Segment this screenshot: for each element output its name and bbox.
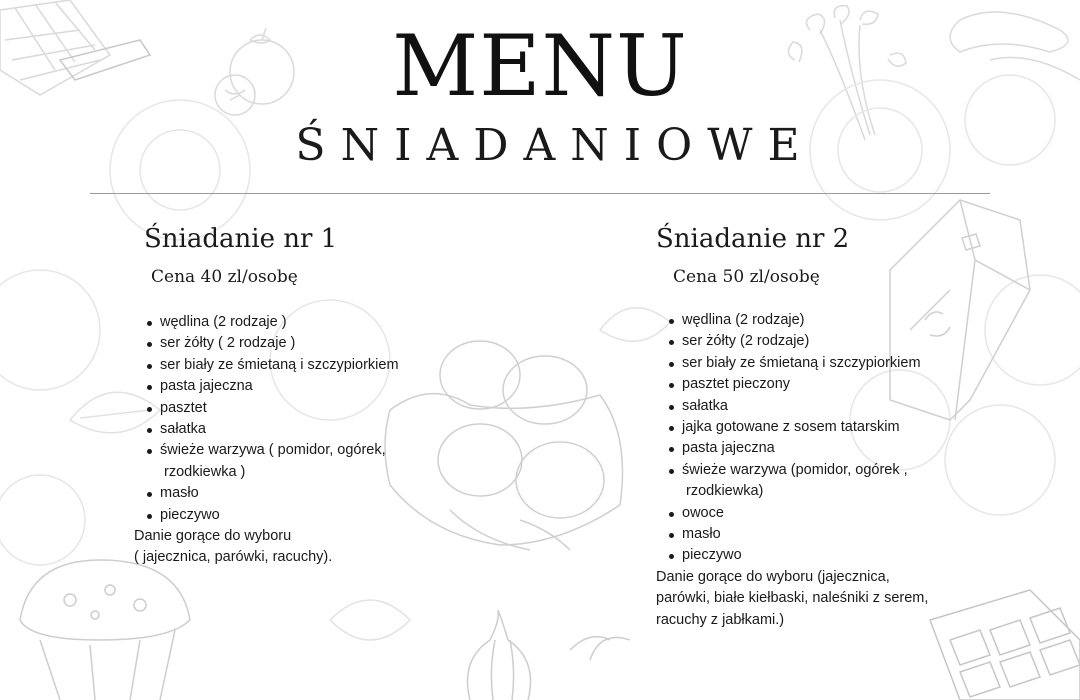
list-item: masło <box>160 483 534 504</box>
breakfast-1-items <box>134 312 534 526</box>
hot-dish-line: Danie gorące do wyboru (jajecznica, <box>656 568 890 585</box>
list-item: pasta jajeczna <box>682 438 976 459</box>
list-item: sałatka <box>160 419 534 440</box>
list-item: sałatka <box>682 396 976 417</box>
list-item: pasztet pieczony <box>682 374 976 395</box>
list-item: ser biały ze śmietaną i szczypiorkiem <box>682 353 976 374</box>
list-item: masło <box>682 524 976 545</box>
breakfast-2-price: Cena 50 zl/osobę <box>673 267 820 287</box>
hot-dish-line: parówki, białe kiełbaski, naleśniki z serem, <box>656 590 929 607</box>
list-item <box>682 460 976 503</box>
hot-dish-line: racuchy z jabłkami.) <box>656 611 785 628</box>
list-item: pasztet <box>160 398 534 419</box>
list-item-text: świeże warzywa ( pomidor, ogórek, <box>160 442 386 459</box>
list-item-continuation: rzodkiewka ) <box>164 463 246 480</box>
list-item: pieczywo <box>160 505 534 526</box>
hot-dish-line: ( jajecznica, parówki, racuchy). <box>134 549 333 566</box>
breakfast-2-title: Śniadanie nr 2 <box>656 224 850 254</box>
list-item: ser żółty ( 2 rodzaje ) <box>160 333 534 354</box>
list-item: pieczywo <box>682 545 976 566</box>
breakfast-1-price: Cena 40 zl/osobę <box>151 267 298 287</box>
list-item: ser biały ze śmietaną i szczypiorkiem <box>160 355 534 376</box>
menu-subtitle: ŚNIADANIOWE <box>295 120 815 171</box>
menu-title: MENU <box>392 17 688 115</box>
list-item: jajka gotowane z sosem tatarskim <box>682 417 976 438</box>
hot-dish-line: Danie gorące do wyboru <box>134 528 292 545</box>
breakfast-1-hot-dish <box>134 526 534 569</box>
list-item: pasta jajeczna <box>160 376 534 397</box>
list-item-continuation: rzodkiewka) <box>686 483 764 500</box>
breakfast-1-title: Śniadanie nr 1 <box>144 224 338 254</box>
list-item: ser żółty (2 rodzaje) <box>682 331 976 352</box>
list-item: wędlina (2 rodzaje) <box>682 310 976 331</box>
header-divider <box>90 193 990 194</box>
list-item: wędlina (2 rodzaje ) <box>160 312 534 333</box>
breakfast-2-items <box>656 310 976 567</box>
breakfast-2-hot-dish <box>656 567 976 631</box>
breakfast-2-section <box>656 222 976 631</box>
list-item <box>160 440 534 483</box>
list-item-text: świeże warzywa (pomidor, ogórek , <box>682 461 908 478</box>
breakfast-1-section <box>134 222 534 569</box>
list-item: owoce <box>682 503 976 524</box>
